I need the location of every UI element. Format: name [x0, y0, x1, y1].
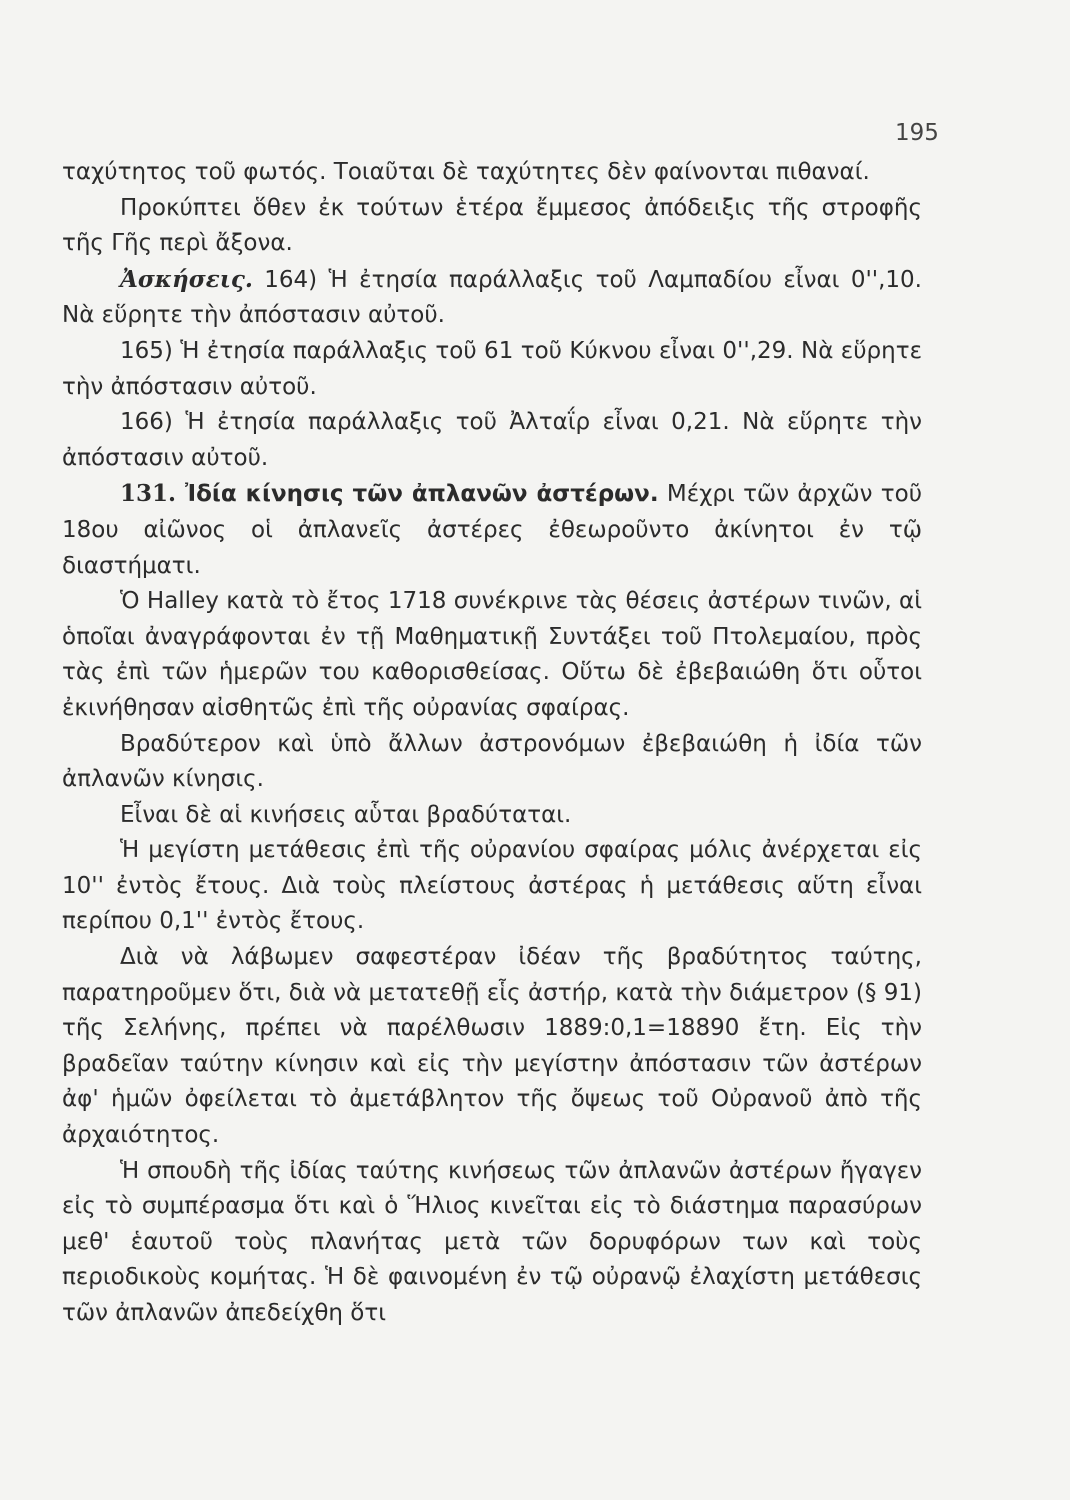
exercises-heading: Ἀσκήσεις. [120, 265, 253, 293]
paragraph: Βραδύτερον καὶ ὑπὸ ἄλλων ἀστρονόμων ἐβεβαιώθη ἡ ἰδία τῶν ἀπλανῶν κίνησις. [62, 730, 922, 793]
section-text: Μέχρι τῶν ἀρχῶν τοῦ 18ου αἰῶνος οἱ ἀπλανεῖς ἀστέρες ἐθεωροῦντο ἀκίνητοι ἐν τῷ διαστήματι. [62, 481, 922, 579]
paragraph: Ἡ σπουδὴ τῆς ἰδίας ταύτης κινήσεως τῶν ἀπλανῶν ἀστέρων ἤγαγεν εἰς τὸ συμπέρασμα ὅτι καὶ ὁ Ἥλιος κινεῖται εἰς τὸ διάστημα παρασύρων μεθ' ἑαυτοῦ τοὺς πλανήτας μετὰ τῶν δορυφόρων των καὶ τοὺς περιοδικοὺς κομήτας. Ἡ δὲ φαινομένη ἐν τῷ οὐρανῷ ἐλαχίστη μετάθεσις τῶν ἀπλανῶν ἀπεδείχθη ὅτι [62, 1157, 922, 1326]
paragraph: Εἶναι δὲ αἱ κινήσεις αὗται βραδύταται. [120, 801, 572, 828]
section-number: 131. [120, 480, 177, 508]
body-text [62, 155, 922, 1332]
exercise-166: 166) Ἡ ἐτησία παράλλαξις τοῦ Ἀλταΐρ εἶναι 0,21. Νὰ εὕρητε τὴν ἀπόστασιν αὐτοῦ. [62, 409, 922, 471]
section-paragraph [62, 476, 922, 584]
page-number: 195 [895, 120, 939, 146]
paragraph: Ἡ μεγίστη μετάθεσις ἐπὶ τῆς οὐρανίου σφαίρας μόλις ἀνέρχεται εἰς 10'' ἐντὸς ἔτους. Διὰ τοὺς πλείστους ἀστέρας ἡ μετάθεσις αὕτη εἶναι περίπου 0,1'' ἐντὸς ἔτους. [62, 837, 922, 935]
paragraph: Διὰ νὰ λάβωμεν σαφεστέραν ἰδέαν τῆς βραδύτητος ταύτης, παρατηροῦμεν ὅτι, διὰ νὰ μετατεθῇ εἷς ἀστήρ, κατὰ τὴν διάμετρον (§ 91) τῆς Σελήνης, πρέπει νὰ παρέλθωσιν 1889:0,1=18890 ἔτη. Εἰς τὴν βραδεῖαν ταύτην κίνησιν καὶ εἰς τὴν μεγίστην ἀπόστασιν τῶν ἀστέρων ἀφ' ἡμῶν ὀφείλεται τὸ ἀμετάβλητον τῆς ὄψεως τοῦ Οὐρανοῦ ἀπὸ τῆς ἀρχαιότητος. [62, 944, 922, 1149]
section-title: Ἰδία κίνησις τῶν ἀπλανῶν ἀστέρων. [176, 481, 659, 508]
paragraph: ταχύτητος τοῦ φωτός. Τοιαῦται δὲ ταχύτητες δὲν φαίνονται πιθαναί. [62, 159, 870, 185]
paragraph: Ὁ Halley κατὰ τὸ ἔτος 1718 συνέκρινε τὰς θέσεις ἀστέρων τινῶν, αἱ ὁποῖαι ἀναγράφονται ἐν τῇ Μαθηματικῇ Συντάξει τοῦ Πτολεμαίου, πρὸς τὰς ἐπὶ τῶν ἡμερῶν του καθορισθείσας. Οὕτω δὲ ἐβεβαιώθη ὅτι οὗτοι ἐκινήθησαν αἰσθητῶς ἐπὶ τῆς οὐρανίας σφαίρας. [62, 588, 922, 721]
exercise-165: 165) Ἡ ἐτησία παράλλαξις τοῦ 61 τοῦ Κύκνου εἶναι 0'',29. Νὰ εὕρητε τὴν ἀπόστασιν αὐτοῦ. [62, 337, 922, 400]
exercise-164: 164) Ἡ ἐτησία παράλλαξις τοῦ Λαμπαδίου εἶναι 0'',10. Νὰ εὕρητε τὴν ἀπόστασιν αὐτοῦ. [62, 266, 922, 329]
exercises-paragraph [62, 262, 922, 334]
paragraph: Προκύπτει ὅθεν ἐκ τούτων ἑτέρα ἔμμεσος ἀπόδειξις τῆς στροφῆς τῆς Γῆς περὶ ἄξονα. [62, 194, 922, 257]
